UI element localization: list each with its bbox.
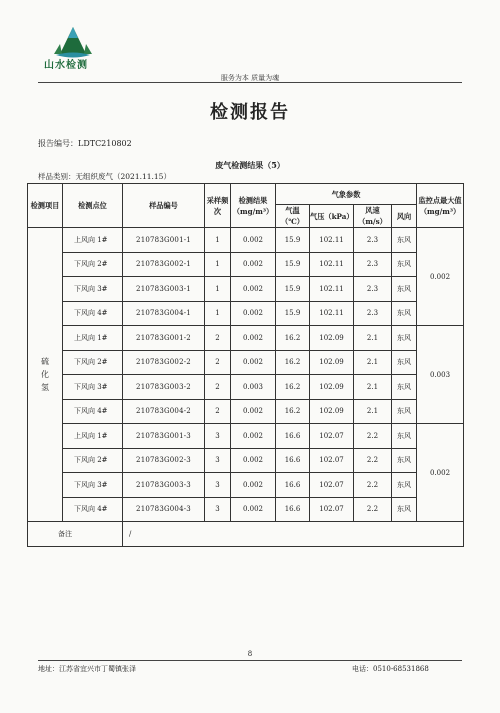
cell-temperature: 15.9 — [276, 277, 310, 302]
note-row — [28, 522, 464, 547]
cell-frequency: 1 — [205, 252, 231, 277]
table-row — [28, 497, 464, 522]
cell-position: 下风向 2# — [63, 448, 123, 473]
header-wind-speed: 风速（m/s） — [354, 205, 392, 228]
report-number-value: LDTC210802 — [78, 139, 132, 148]
cell-sample-no: 210783G002-2 — [123, 350, 205, 375]
cell-wind-direction: 东风 — [392, 301, 417, 326]
item-name-char: 化 — [41, 370, 49, 379]
table-row — [28, 399, 464, 424]
cell-wind-direction: 东风 — [392, 375, 417, 400]
cell-wind-direction: 东风 — [392, 424, 417, 449]
cell-position: 下风向 3# — [63, 277, 123, 302]
table-row — [28, 277, 464, 302]
cell-frequency: 2 — [205, 326, 231, 351]
table-row — [28, 375, 464, 400]
cell-wind-speed: 2.2 — [354, 497, 392, 522]
cell-result: 0.002 — [231, 252, 276, 277]
cell-frequency: 2 — [205, 375, 231, 400]
cell-wind-direction: 东风 — [392, 473, 417, 498]
note-label: 备注 — [28, 522, 123, 547]
table-row — [28, 473, 464, 498]
sample-category — [38, 171, 171, 182]
cell-result: 0.002 — [231, 228, 276, 253]
cell-temperature: 16.6 — [276, 497, 310, 522]
cell-pressure: 102.11 — [310, 252, 354, 277]
cell-pressure: 102.09 — [310, 350, 354, 375]
cell-frequency: 2 — [205, 350, 231, 375]
cell-wind-direction: 东风 — [392, 350, 417, 375]
footer-address: 地址：江苏省宜兴市丁蜀镇张泽 — [38, 665, 136, 673]
table-row — [28, 424, 464, 449]
header-divider — [38, 82, 462, 83]
cell-sample-no: 210783G004-3 — [123, 497, 205, 522]
cell-result: 0.002 — [231, 399, 276, 424]
cell-frequency: 3 — [205, 497, 231, 522]
table-body — [28, 228, 464, 547]
header-temperature: 气温（℃） — [276, 205, 310, 228]
cell-max-value: 0.002 — [417, 228, 464, 326]
table-row — [28, 228, 464, 253]
cell-frequency: 1 — [205, 228, 231, 253]
slogan: 服务为本 质量为魂 — [220, 74, 280, 82]
header-item: 检测项目 — [28, 184, 63, 228]
cell-wind-speed: 2.2 — [354, 473, 392, 498]
logo-text: 山水检测 — [44, 60, 88, 71]
cell-sample-no: 210783G003-3 — [123, 473, 205, 498]
cell-result: 0.002 — [231, 424, 276, 449]
cell-sample-no: 210783G001-3 — [123, 424, 205, 449]
cell-result: 0.002 — [231, 448, 276, 473]
cell-wind-speed: 2.1 — [354, 326, 392, 351]
cell-position: 下风向 4# — [63, 399, 123, 424]
header-weather: 气象参数 — [276, 184, 417, 205]
document-title: 检测报告 — [210, 102, 290, 123]
cell-temperature: 15.9 — [276, 252, 310, 277]
cell-temperature: 16.2 — [276, 326, 310, 351]
cell-position: 下风向 3# — [63, 375, 123, 400]
cell-wind-direction: 东风 — [392, 399, 417, 424]
cell-result: 0.003 — [231, 375, 276, 400]
header-position: 检测点位 — [63, 184, 123, 228]
cell-pressure: 102.11 — [310, 228, 354, 253]
header-wind-direction: 风向 — [392, 205, 417, 228]
cell-wind-direction: 东风 — [392, 228, 417, 253]
cell-sample-no: 210783G004-2 — [123, 399, 205, 424]
cell-wind-direction: 东风 — [392, 497, 417, 522]
cell-max-value: 0.003 — [417, 326, 464, 424]
cell-wind-speed: 2.3 — [354, 301, 392, 326]
cell-position: 上风向 1# — [63, 228, 123, 253]
cell-pressure: 102.11 — [310, 301, 354, 326]
cell-sample-no: 210783G003-2 — [123, 375, 205, 400]
cell-position: 下风向 4# — [63, 497, 123, 522]
cell-result: 0.002 — [231, 350, 276, 375]
cell-temperature: 16.6 — [276, 473, 310, 498]
report-number — [38, 138, 132, 149]
table-row — [28, 350, 464, 375]
cell-wind-direction: 东风 — [392, 277, 417, 302]
cell-wind-speed: 2.2 — [354, 424, 392, 449]
cell-frequency: 2 — [205, 399, 231, 424]
cell-pressure: 102.07 — [310, 473, 354, 498]
cell-pressure: 102.09 — [310, 375, 354, 400]
table-row — [28, 301, 464, 326]
cell-pressure: 102.09 — [310, 326, 354, 351]
cell-frequency: 1 — [205, 277, 231, 302]
cell-temperature: 16.2 — [276, 350, 310, 375]
cell-wind-speed: 2.3 — [354, 252, 392, 277]
header-pressure: 气压（kPa） — [310, 205, 354, 228]
cell-temperature: 16.6 — [276, 448, 310, 473]
cell-item-name — [28, 228, 63, 522]
cell-temperature: 16.2 — [276, 375, 310, 400]
cell-wind-speed: 2.3 — [354, 228, 392, 253]
cell-sample-no: 210783G001-1 — [123, 228, 205, 253]
cell-result: 0.002 — [231, 497, 276, 522]
cell-wind-speed: 2.1 — [354, 350, 392, 375]
sample-category-label: 样品类别： — [38, 172, 76, 181]
cell-temperature: 15.9 — [276, 301, 310, 326]
item-name-char: 氢 — [41, 383, 49, 392]
cell-frequency: 3 — [205, 473, 231, 498]
header-max-value: 监控点最大值（mg/m³） — [417, 184, 464, 228]
cell-wind-direction: 东风 — [392, 326, 417, 351]
cell-wind-speed: 2.2 — [354, 448, 392, 473]
sample-category-value: 无组织废气（2021.11.15） — [75, 172, 171, 181]
cell-wind-speed: 2.1 — [354, 375, 392, 400]
cell-wind-speed: 2.1 — [354, 399, 392, 424]
table-row — [28, 326, 464, 351]
cell-result: 0.002 — [231, 326, 276, 351]
cell-wind-direction: 东风 — [392, 252, 417, 277]
cell-max-value: 0.002 — [417, 424, 464, 522]
cell-sample-no: 210783G001-2 — [123, 326, 205, 351]
cell-frequency: 1 — [205, 301, 231, 326]
footer-telephone: 电话：0510-68531868 — [352, 665, 429, 673]
cell-result: 0.002 — [231, 301, 276, 326]
cell-result: 0.002 — [231, 277, 276, 302]
header-result: 检测结果（mg/m³） — [231, 184, 276, 228]
cell-sample-no: 210783G002-1 — [123, 252, 205, 277]
cell-pressure: 102.07 — [310, 497, 354, 522]
cell-pressure: 102.11 — [310, 277, 354, 302]
item-name-char: 硫 — [41, 357, 49, 366]
cell-temperature: 16.6 — [276, 424, 310, 449]
cell-frequency: 3 — [205, 448, 231, 473]
cell-wind-direction: 东风 — [392, 448, 417, 473]
cell-wind-speed: 2.3 — [354, 277, 392, 302]
results-table — [27, 183, 464, 547]
cell-pressure: 102.07 — [310, 424, 354, 449]
cell-frequency: 3 — [205, 424, 231, 449]
cell-temperature: 16.2 — [276, 399, 310, 424]
cell-pressure: 102.09 — [310, 399, 354, 424]
note-value: / — [123, 522, 464, 547]
table-row — [28, 448, 464, 473]
cell-pressure: 102.07 — [310, 448, 354, 473]
cell-sample-no: 210783G004-1 — [123, 301, 205, 326]
result-title: 废气检测结果（5） — [215, 160, 285, 170]
report-number-label: 报告编号： — [38, 139, 78, 148]
cell-position: 上风向 1# — [63, 326, 123, 351]
table-row — [28, 252, 464, 277]
cell-position: 下风向 4# — [63, 301, 123, 326]
header-frequency: 采样频次 — [205, 184, 231, 228]
header-sample-no: 样品编号 — [123, 184, 205, 228]
cell-position: 上风向 1# — [63, 424, 123, 449]
cell-result: 0.002 — [231, 473, 276, 498]
cell-position: 下风向 2# — [63, 350, 123, 375]
cell-position: 下风向 2# — [63, 252, 123, 277]
cell-sample-no: 210783G002-3 — [123, 448, 205, 473]
cell-position: 下风向 3# — [63, 473, 123, 498]
page-number: 8 — [247, 650, 253, 658]
cell-temperature: 15.9 — [276, 228, 310, 253]
footer-divider — [38, 660, 462, 661]
cell-sample-no: 210783G003-1 — [123, 277, 205, 302]
